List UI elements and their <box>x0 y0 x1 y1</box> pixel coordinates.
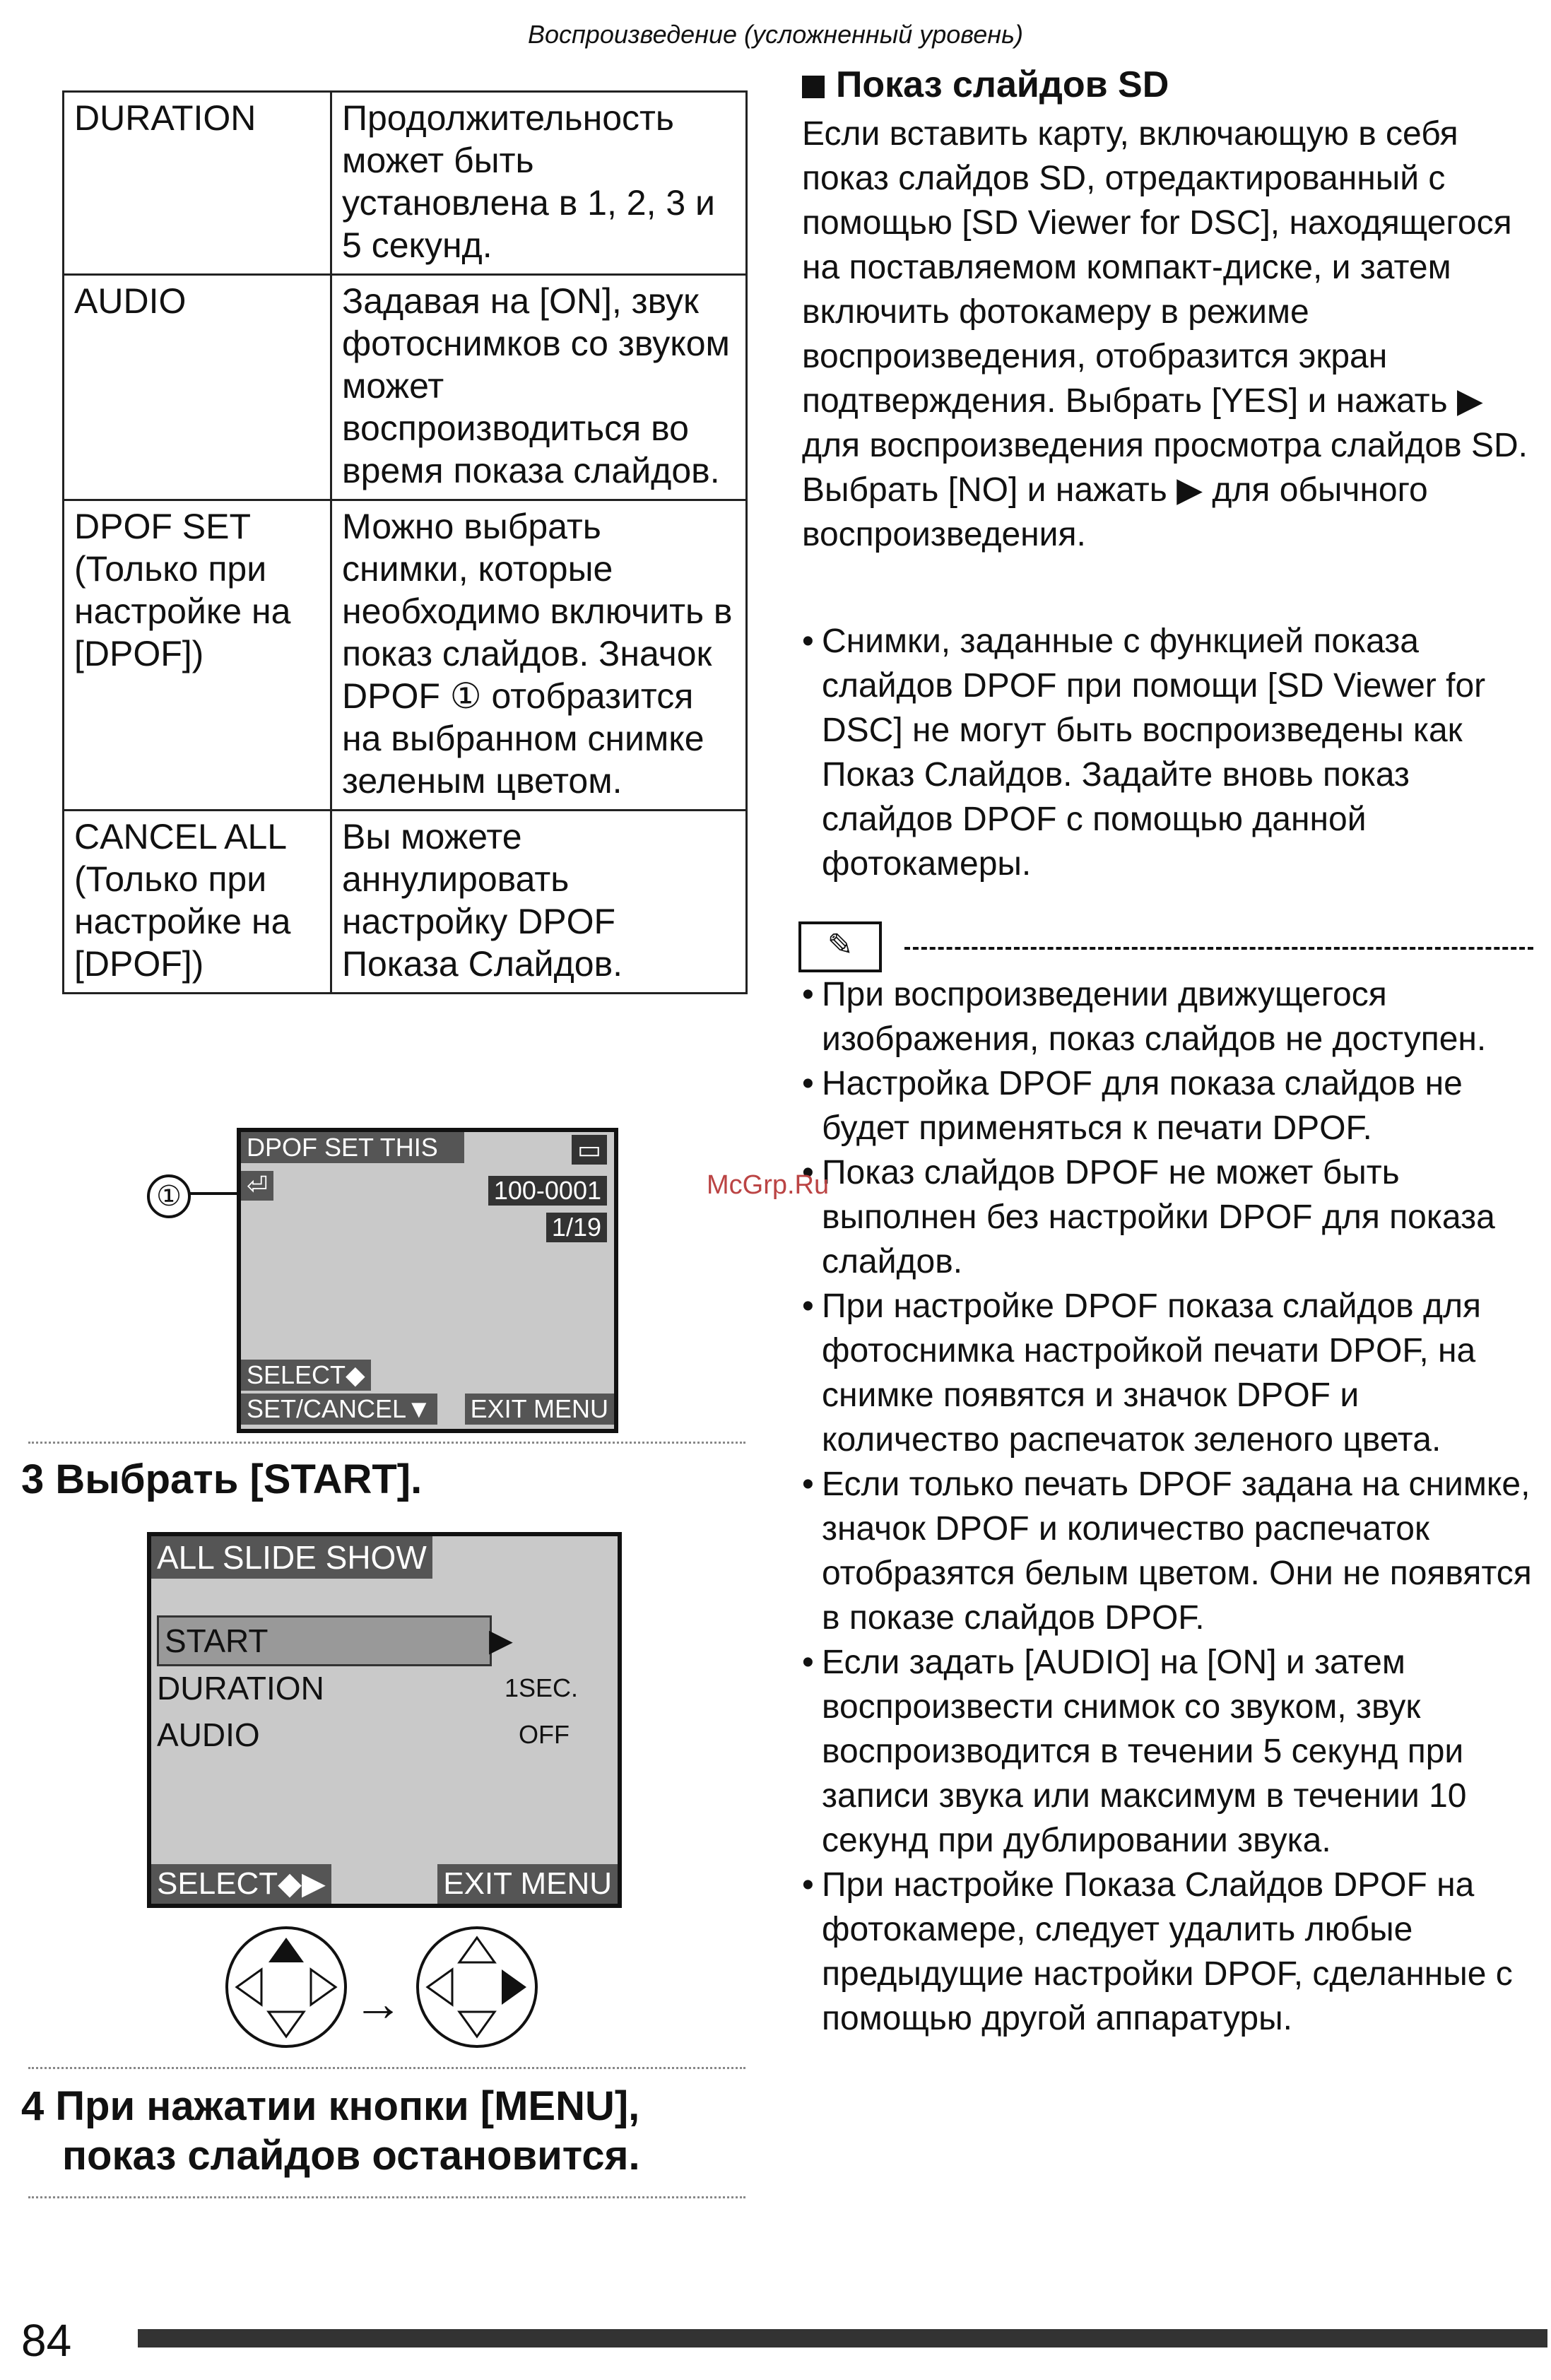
menu-item-start: START <box>157 1615 492 1666</box>
step-3: 3 Выбрать [START]. <box>21 1456 423 1502</box>
list-item: • При настройке Показа Слайдов DPOF на фотокамере, следует удалить любые предыдущие настройки DPOF, сделанные с помощью другой аппаратуры. <box>802 1863 1537 2041</box>
screen-title: ALL SLIDE SHOW <box>151 1536 432 1579</box>
arrow-right-icon: → <box>353 1976 403 2031</box>
list-item: • Снимки, заданные с функцией показа слайдов DPOF при помощи [SD Viewer for DSC] не могут быть воспроизведены как Показ Слайдов. Задайте вновь показ слайдов DPOF с помощью данной фотокамеры. <box>802 619 1537 886</box>
list-item: • Настройка DPOF для показа слайдов не будет применяться к печати DPOF. <box>802 1061 1537 1150</box>
list-item: • Если задать [AUDIO] на [ON] и затем воспроизвести снимок со звуком, звук воспроизводится в течении 5 секунд при записи звука или максимум в течении 10 секунд при дублировании звука. <box>802 1640 1537 1863</box>
table-key: DURATION <box>64 92 331 275</box>
table-key: DPOF SET (Только при настройке на [DPOF]) <box>64 500 331 811</box>
settings-table <box>62 90 748 994</box>
camera-screen-slideshow <box>147 1532 622 1908</box>
bullet-list-sd <box>802 619 1537 886</box>
menu-item-duration: DURATION <box>157 1670 324 1707</box>
select-hint: SELECT◆ <box>241 1360 371 1391</box>
duration-value: 1SEC. <box>505 1673 579 1702</box>
table-row <box>64 500 747 811</box>
table-value: Можно выбрать снимки, которые необходимо включить в показ слайдов. Значок DPOF ① отобразится на выбранном снимке зеленым цветом. <box>331 500 747 811</box>
note-divider <box>904 947 1533 950</box>
menu-item-audio: AUDIO <box>157 1716 260 1753</box>
screen-title: DPOF SET THIS <box>241 1132 464 1163</box>
table-value: Продолжительность может быть установлена в 1, 2, 3 и 5 секунд. <box>331 92 747 275</box>
table-value: Задавая на [ON], звук фотоснимков со звуком может воспроизводиться во время показа слайдов. <box>331 275 747 500</box>
callout-marker: ① <box>147 1174 191 1218</box>
table-row <box>64 811 747 994</box>
page-header: Воспроизведение (усложненный уровень) <box>527 20 1024 49</box>
square-bullet-icon <box>802 76 825 98</box>
exit-hint: EXIT MENU <box>465 1394 614 1425</box>
setcancel-hint: SET/CANCEL▼ <box>241 1394 437 1425</box>
table-row <box>64 275 747 500</box>
step-4-line1: 4 При нажатии кнопки [MENU], <box>21 2083 640 2129</box>
list-item: • При воспроизведении движущегося изображения, показ слайдов не доступен. <box>802 972 1537 1061</box>
section-heading <box>802 64 1169 106</box>
step-4-line2: показ слайдов остановится. <box>62 2133 640 2179</box>
table-value: Вы можете аннулировать настройку DPOF Показа Слайдов. <box>331 811 747 994</box>
table-row <box>64 92 747 275</box>
file-number: 100-0001 <box>488 1176 607 1206</box>
separator <box>28 1442 745 1444</box>
separator <box>28 2196 745 2198</box>
image-count: 1/19 <box>546 1213 607 1242</box>
navpad-right-icon <box>413 1924 541 2051</box>
note-icon: ✎ <box>798 921 882 972</box>
menu-arrow-icon: ▶ <box>489 1623 513 1658</box>
footer-bar <box>138 2329 1547 2347</box>
section-heading-text: Показ слайдов SD <box>836 64 1169 105</box>
intro-paragraph: Если вставить карту, включающую в себя показ слайдов SD, отредактированный с помощью [SD Viewer for DSC], находящегося на поставляемом компакт-диске, и затем включить фотокамеру в режиме воспроизведения, отобразится экран подтверждения. Выбрать [YES] и нажать ▶ для воспроизведения просмотра слайдов SD. Выбрать [NO] и нажать ▶ для обычного воспроизведения. <box>802 115 1528 553</box>
exit-hint: EXIT MENU <box>437 1864 618 1904</box>
battery-icon: ▭ <box>572 1135 607 1165</box>
separator <box>28 2067 745 2069</box>
list-item: • При настройке DPOF показа слайдов для фотоснимка настройкой печати DPOF, на снимке появятся и значок DPOF и количество распечаток зеленого цвета. <box>802 1284 1537 1462</box>
notes-list <box>802 972 1537 2041</box>
page-number: 84 <box>21 2315 72 2366</box>
table-key: AUDIO <box>64 275 331 500</box>
audio-value: OFF <box>519 1720 570 1749</box>
list-item: • Если только печать DPOF задана на снимке, значок DPOF и количество распечаток отобразятся белым цветом. Они не появятся в показе слайдов DPOF. <box>802 1462 1537 1640</box>
navpad-up-icon <box>223 1924 350 2051</box>
list-item: • Показ слайдов DPOF не может быть выполнен без настройки DPOF для показа слайдов. <box>802 1150 1537 1284</box>
table-key: CANCEL ALL (Только при настройке на [DPOF]) <box>64 811 331 994</box>
watermark: McGrp.Ru <box>707 1170 830 1200</box>
select-hint: SELECT◆▶ <box>151 1864 331 1904</box>
dpof-icon: ⏎ <box>241 1171 273 1201</box>
camera-screen-dpof <box>237 1128 618 1433</box>
